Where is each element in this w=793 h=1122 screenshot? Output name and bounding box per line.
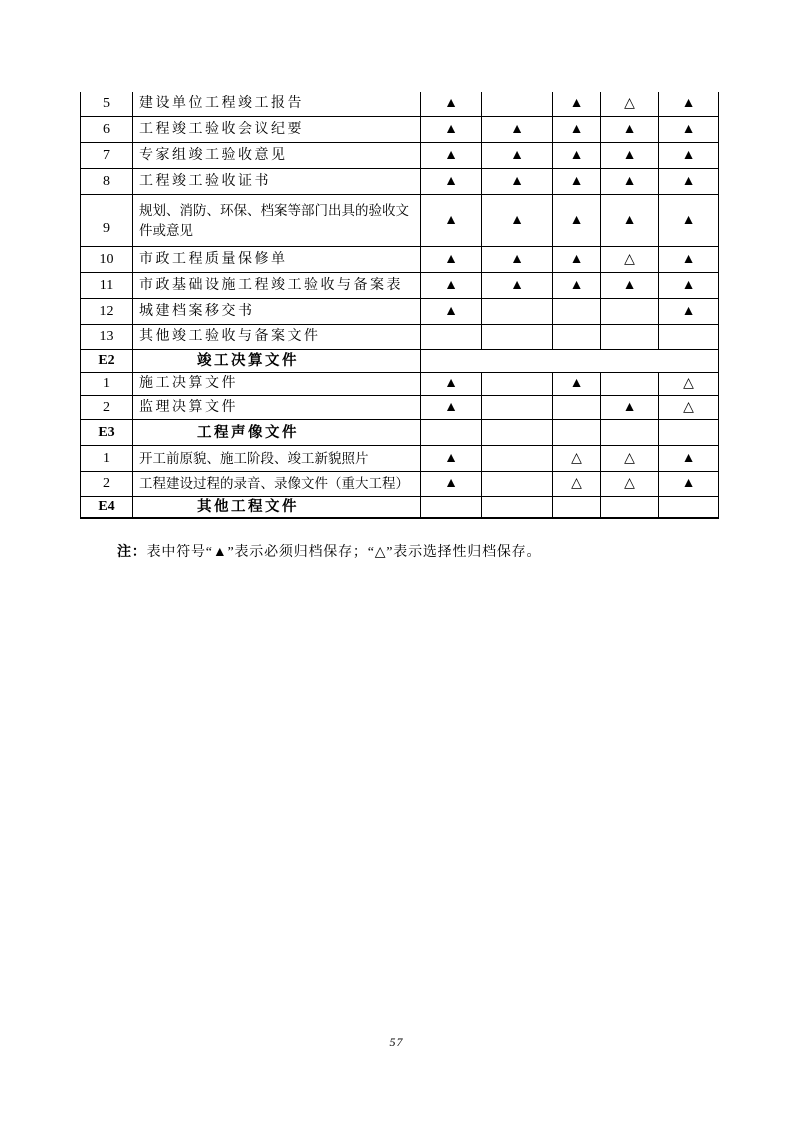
filled-triangle-icon: ▲ (681, 173, 696, 189)
hollow-triangle-icon: △ (683, 376, 694, 391)
symbol-cell (482, 420, 553, 446)
row-desc-cell: 市政基础设施工程竣工验收与备案表 (133, 273, 421, 299)
symbol-cell (421, 497, 482, 519)
symbol-cell (601, 143, 659, 169)
symbol-cell (659, 143, 719, 169)
row-number-cell: E2 (81, 350, 133, 373)
hollow-triangle-icon: △ (571, 450, 582, 466)
table-row (81, 143, 719, 169)
filled-triangle-icon: ▲ (681, 303, 696, 319)
filled-triangle-icon: ▲ (444, 147, 458, 163)
filled-triangle-icon: ▲ (510, 147, 524, 163)
filled-triangle-icon: ▲ (622, 399, 637, 415)
filled-triangle-icon: ▲ (622, 147, 637, 163)
symbol-cell (421, 169, 482, 195)
row-number-cell: 12 (81, 299, 133, 325)
symbol-cell (601, 497, 659, 519)
filled-triangle-icon: ▲ (681, 277, 696, 293)
symbol-cell (421, 373, 482, 396)
filled-triangle-icon: ▲ (681, 476, 696, 491)
filled-triangle-icon: ▲ (569, 121, 584, 137)
symbol-cell (482, 325, 553, 350)
filled-triangle-icon: ▲ (510, 212, 524, 228)
symbol-cell (601, 195, 659, 247)
symbol-cell (659, 195, 719, 247)
symbol-cell (421, 143, 482, 169)
symbol-cell (421, 446, 482, 472)
filled-triangle-icon: ▲ (569, 277, 584, 293)
symbol-cell (482, 273, 553, 299)
row-desc-cell: 专家组竣工验收意见 (133, 143, 421, 169)
hollow-triangle-icon: △ (683, 399, 694, 415)
table-row (81, 373, 719, 396)
symbol-cell (482, 117, 553, 143)
merged-empty-cell (421, 350, 719, 373)
row-desc-cell: 监理决算文件 (133, 396, 421, 420)
section-title-cell: 竣工决算文件 (133, 350, 421, 373)
hollow-triangle-icon: △ (624, 251, 635, 267)
symbol-cell (659, 117, 719, 143)
row-desc-cell: 工程竣工验收证书 (133, 169, 421, 195)
section-title-cell: 其他工程文件 (133, 497, 421, 519)
filled-triangle-icon: ▲ (444, 376, 458, 391)
hollow-triangle-icon: △ (624, 476, 635, 491)
symbol-cell (421, 195, 482, 247)
symbol-cell (421, 472, 482, 497)
hollow-triangle-icon: △ (624, 96, 635, 111)
symbol-cell (601, 299, 659, 325)
symbol-cell (553, 273, 601, 299)
table-row (81, 273, 719, 299)
row-number-cell: 8 (81, 169, 133, 195)
hollow-triangle-icon: △ (571, 476, 582, 491)
filled-triangle-icon: ▲ (444, 251, 458, 267)
symbol-cell (553, 143, 601, 169)
filled-triangle-icon: ▲ (444, 399, 458, 415)
row-number-cell: 2 (81, 396, 133, 420)
filled-triangle-icon: ▲ (622, 212, 637, 228)
symbol-cell (553, 396, 601, 420)
symbol-cell (421, 396, 482, 420)
row-desc-cell: 工程建设过程的录音、录像文件（重大工程） (133, 472, 421, 497)
table-row (81, 325, 719, 350)
row-number-cell: 10 (81, 247, 133, 273)
filled-triangle-icon: ▲ (444, 450, 458, 466)
table-row (81, 169, 719, 195)
symbol-cell (601, 273, 659, 299)
filled-triangle-icon: ▲ (510, 277, 524, 293)
symbol-cell (659, 325, 719, 350)
row-number-cell: 6 (81, 117, 133, 143)
section-row (81, 420, 719, 446)
table-row (81, 446, 719, 472)
symbol-cell (601, 446, 659, 472)
page-number: 57 (389, 1035, 404, 1049)
filled-triangle-icon: ▲ (681, 450, 696, 466)
symbol-cell (659, 169, 719, 195)
symbol-cell (482, 497, 553, 519)
filled-triangle-icon: ▲ (622, 277, 637, 293)
symbol-cell (601, 117, 659, 143)
row-number-cell: E4 (81, 497, 133, 519)
filled-triangle-icon: ▲ (681, 96, 696, 111)
row-desc-cell: 建设单位工程竣工报告 (133, 92, 421, 117)
table-row (81, 195, 719, 247)
symbol-cell (553, 299, 601, 325)
symbol-cell (482, 446, 553, 472)
symbol-cell (659, 472, 719, 497)
symbol-cell (421, 325, 482, 350)
filled-triangle-icon: ▲ (510, 251, 524, 267)
symbol-cell (553, 169, 601, 195)
symbol-cell (482, 169, 553, 195)
symbol-cell (421, 299, 482, 325)
symbol-cell (601, 420, 659, 446)
symbol-cell (482, 472, 553, 497)
row-desc-cell: 工程竣工验收会议纪要 (133, 117, 421, 143)
row-desc-cell: 施工决算文件 (133, 373, 421, 396)
row-number-cell: 7 (81, 143, 133, 169)
symbol-cell (421, 420, 482, 446)
symbol-cell (553, 195, 601, 247)
symbol-cell (553, 92, 601, 117)
row-number-cell: 5 (81, 92, 133, 117)
filled-triangle-icon: ▲ (510, 173, 524, 189)
note-text: 表中符号“▲”表示必须归档保存；“△”表示选择性归档保存。 (146, 545, 542, 560)
symbol-cell (482, 373, 553, 396)
symbol-cell (482, 299, 553, 325)
note-label: 注： (117, 545, 147, 560)
symbol-cell (482, 247, 553, 273)
row-number-cell: 13 (81, 325, 133, 350)
symbol-cell (659, 420, 719, 446)
row-desc-cell: 开工前原貌、施工阶段、竣工新貌照片 (133, 446, 421, 472)
symbol-cell (553, 497, 601, 519)
filled-triangle-icon: ▲ (622, 173, 637, 189)
symbol-cell (421, 117, 482, 143)
filled-triangle-icon: ▲ (569, 96, 584, 111)
filled-triangle-icon: ▲ (681, 251, 696, 267)
table-row (81, 247, 719, 273)
symbol-cell (601, 396, 659, 420)
symbol-cell (659, 273, 719, 299)
symbol-cell (601, 472, 659, 497)
filled-triangle-icon: ▲ (569, 376, 584, 391)
filled-triangle-icon: ▲ (681, 121, 696, 137)
filled-triangle-icon: ▲ (444, 277, 458, 293)
table-row (81, 92, 719, 117)
symbol-cell (659, 396, 719, 420)
table-row (81, 472, 719, 497)
filled-triangle-icon: ▲ (444, 212, 458, 228)
row-number-cell: E3 (81, 420, 133, 446)
symbol-cell (601, 92, 659, 117)
symbol-cell (482, 396, 553, 420)
symbol-cell (553, 325, 601, 350)
row-desc-cell: 市政工程质量保修单 (133, 247, 421, 273)
row-number-cell: 1 (81, 373, 133, 396)
symbol-cell (553, 247, 601, 273)
symbol-cell (553, 472, 601, 497)
table-row (81, 396, 719, 420)
symbol-cell (482, 143, 553, 169)
filled-triangle-icon: ▲ (444, 121, 458, 137)
table-row (81, 299, 719, 325)
symbol-cell (659, 92, 719, 117)
symbol-cell (659, 497, 719, 519)
symbol-cell (482, 92, 553, 117)
symbol-cell (421, 273, 482, 299)
row-number-cell: 9 (81, 195, 133, 247)
section-row (81, 350, 719, 373)
row-desc-cell: 规划、消防、环保、档案等部门出具的验收文件或意见 (133, 195, 421, 247)
symbol-cell (421, 92, 482, 117)
filled-triangle-icon: ▲ (444, 303, 458, 319)
note (117, 541, 541, 561)
row-number-cell: 11 (81, 273, 133, 299)
filled-triangle-icon: ▲ (510, 121, 524, 137)
symbol-cell (553, 446, 601, 472)
symbol-cell (553, 420, 601, 446)
filled-triangle-icon: ▲ (622, 121, 637, 137)
symbol-cell (659, 299, 719, 325)
symbol-cell (553, 373, 601, 396)
symbol-cell (482, 195, 553, 247)
symbol-cell (659, 446, 719, 472)
section-title-cell: 工程声像文件 (133, 420, 421, 446)
symbol-cell (421, 247, 482, 273)
table-row (81, 117, 719, 143)
filled-triangle-icon: ▲ (569, 173, 584, 189)
symbol-cell (601, 247, 659, 273)
filled-triangle-icon: ▲ (569, 212, 584, 228)
filled-triangle-icon: ▲ (444, 96, 458, 111)
symbol-cell (601, 325, 659, 350)
section-row (81, 497, 719, 519)
filled-triangle-icon: ▲ (444, 173, 458, 189)
filled-triangle-icon: ▲ (569, 147, 584, 163)
symbol-cell (601, 169, 659, 195)
filled-triangle-icon: ▲ (444, 476, 458, 491)
row-number-cell: 1 (81, 446, 133, 472)
symbol-cell (659, 373, 719, 396)
row-desc-cell: 城建档案移交书 (133, 299, 421, 325)
symbol-cell (601, 373, 659, 396)
row-desc-cell: 其他竣工验收与备案文件 (133, 325, 421, 350)
hollow-triangle-icon: △ (624, 450, 635, 466)
row-number-cell: 2 (81, 472, 133, 497)
filled-triangle-icon: ▲ (681, 147, 696, 163)
symbol-cell (659, 247, 719, 273)
archive-table (80, 92, 719, 519)
filled-triangle-icon: ▲ (681, 212, 696, 228)
symbol-cell (553, 117, 601, 143)
filled-triangle-icon: ▲ (569, 251, 584, 267)
